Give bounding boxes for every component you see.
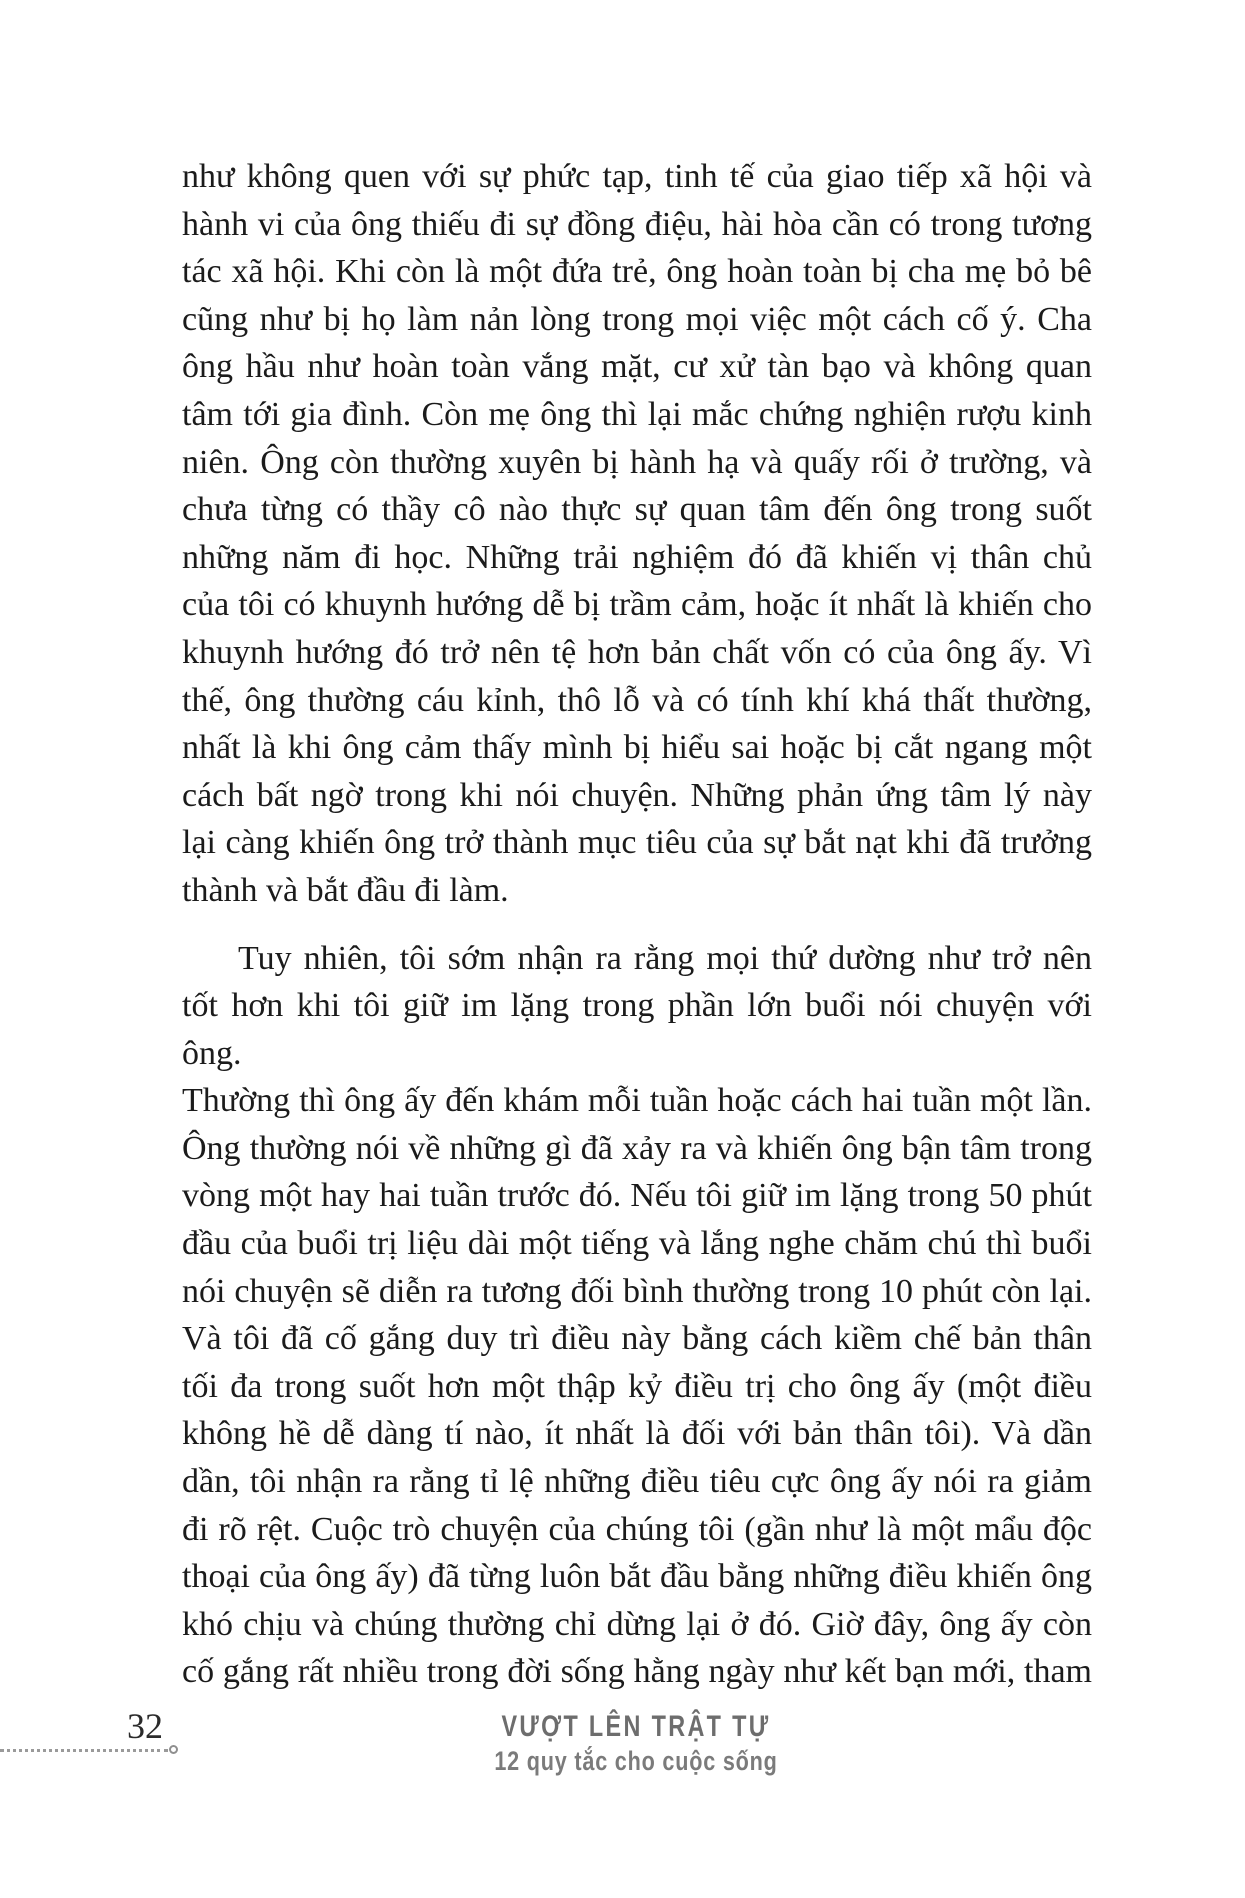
text-line: cố gắng rất nhiều trong đời sống hằng ngày như kết bạn mới, tham — [182, 1653, 1092, 1691]
text-line: tối đa trong suốt hơn một thập kỷ điều trị cho ông ấy (một điều — [182, 1367, 1092, 1405]
text-line: Và tôi đã cố gắng duy trì điều này bằng cách kiềm chế bản thân — [182, 1320, 1092, 1358]
text-line: những năm đi học. Những trải nghiệm đó đã khiến vị thân chủ — [182, 538, 1092, 576]
text-line: niên. Ông còn thường xuyên bị hành hạ và quấy rối ở trường, và — [182, 443, 1092, 481]
book-subtitle: 12 quy tắc cho cuộc sống — [494, 1746, 778, 1776]
text-line: như không quen với sự phức tạp, tinh tế của giao tiếp xã hội và — [182, 158, 1092, 195]
text-line: nói chuyện sẽ diễn ra tương đối bình thường trong 10 phút còn lại. — [182, 1272, 1092, 1310]
text-line: dần, tôi nhận ra rằng tỉ lệ những điều tiêu cực ông ấy nói ra giảm — [182, 1463, 1092, 1501]
text-line: của tôi có khuynh hướng dễ bị trầm cảm, hoặc ít nhất là khiến cho — [182, 586, 1092, 624]
book-title: VƯỢT LÊN TRẬT TỰ — [501, 1710, 771, 1743]
text-line: ông hầu như hoàn toàn vắng mặt, cư xử tàn bạo và không quan — [182, 348, 1092, 386]
text-line: thế, ông thường cáu kỉnh, thô lỗ và có tính khí khá thất thường, — [182, 681, 1092, 719]
text-line: nhất là khi ông cảm thấy mình bị hiểu sai hoặc bị cắt ngang một — [182, 729, 1092, 767]
text-line: tâm tới gia đình. Còn mẹ ông thì lại mắc chứng nghiện rượu kinh — [182, 395, 1092, 433]
rule-end-circle-icon — [169, 1745, 178, 1754]
text-line: Ông thường nói về những gì đã xảy ra và khiến ông bận tâm trong — [182, 1129, 1092, 1167]
text-line: thoại của ông ấy) đã từng luôn bắt đầu bằng những điều khiến ông — [182, 1558, 1092, 1596]
text-line: vòng một hay hai tuần trước đó. Nếu tôi giữ im lặng trong 50 phút — [182, 1177, 1092, 1215]
text-line: đầu của buổi trị liệu dài một tiếng và lắng nghe chăm chú thì buổi — [182, 1225, 1092, 1263]
text-line: cách bất ngờ trong khi nói chuyện. Những phản ứng tâm lý này — [182, 776, 1092, 814]
text-line: thành và bắt đầu đi làm. — [182, 871, 509, 909]
text-line: chưa từng có thầy cô nào thực sự quan tâm đến ông trong suốt — [182, 491, 1092, 529]
text-line: đi rõ rệt. Cuộc trò chuyện của chúng tôi (gần như là một mẩu độc — [182, 1510, 1092, 1548]
text-line: cũng như bị họ làm nản lòng trong mọi việc một cách cố ý. Cha — [182, 300, 1092, 338]
text-line: tác xã hội. Khi còn là một đứa trẻ, ông hoàn toàn bị cha mẹ bỏ bê — [182, 253, 1092, 291]
text-line: hành vi của ông thiếu đi sự đồng điệu, hài hòa cần có trong tương — [182, 205, 1092, 243]
text-line: lại càng khiến ông trở thành mục tiêu của sự bắt nạt khi đã trưởng — [182, 824, 1092, 862]
text-line: khó chịu và chúng thường chỉ dừng lại ở đó. Giờ đây, ông ấy còn — [182, 1605, 1092, 1643]
running-footer — [336, 1711, 936, 1776]
text-line: Tuy nhiên, tôi sớm nhận ra rằng mọi thứ dường như trở nên — [238, 939, 1092, 977]
text-line: không hề dễ dàng tí nào, ít nhất là đối với bản thân tôi). Và dần — [182, 1415, 1092, 1453]
paragraph — [182, 153, 1092, 915]
text-line: tốt hơn khi tôi giữ im lặng trong phần lớn buổi nói chuyện với ông. — [182, 987, 1092, 1072]
dotted-rule — [0, 1749, 168, 1752]
paragraph — [182, 935, 1092, 1697]
page-number: 32 — [127, 1706, 163, 1746]
text-line: khuynh hướng đó trở nên tệ hơn bản chất vốn có của ông ấy. Vì — [182, 633, 1092, 671]
body-text — [182, 153, 1092, 1696]
text-line: Thường thì ông ấy đến khám mỗi tuần hoặc cách hai tuần một lần. — [182, 1082, 1092, 1120]
